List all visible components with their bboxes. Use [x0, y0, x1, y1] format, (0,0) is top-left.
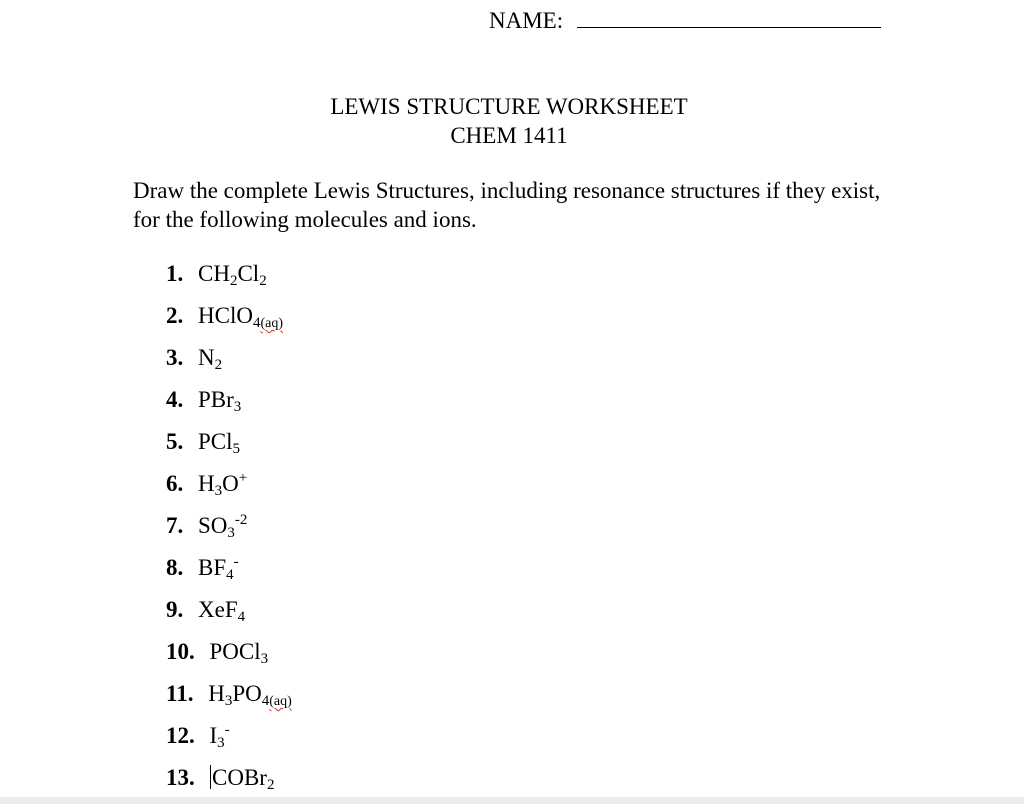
item-formula[interactable]: COBr$_2$ — [210, 765, 275, 790]
item-number: 4. — [166, 387, 184, 412]
item-number: 10. — [166, 639, 195, 664]
item-number: 2. — [166, 303, 184, 328]
list-item — [166, 596, 292, 638]
text-cursor — [210, 765, 212, 789]
item-formula: $H_3PO_4(aq)$ — [208, 681, 292, 709]
item-number: 5. — [166, 429, 184, 454]
item-formula: XeF$_4$ — [198, 597, 246, 625]
name-field — [489, 8, 881, 34]
item-formula: $SO_3^{-2}$ — [198, 512, 248, 541]
list-item — [166, 722, 292, 764]
list-item — [166, 554, 292, 596]
item-formula: PBr$_3$ — [198, 387, 242, 415]
item-formula: $I_3^-$ — [209, 722, 230, 751]
list-item — [166, 680, 292, 722]
item-number: 13. — [166, 765, 195, 790]
page-bottom-edge — [0, 797, 1024, 804]
item-number: 3. — [166, 345, 184, 370]
list-item — [166, 260, 292, 302]
item-number: 1. — [166, 261, 184, 286]
list-item — [166, 638, 292, 680]
item-number: 11. — [166, 681, 194, 706]
item-formula: $N_2$ — [198, 345, 223, 373]
list-item — [166, 470, 292, 512]
item-formula: $CH_2Cl_2$ — [198, 261, 267, 289]
name-blank-line[interactable] — [577, 27, 881, 28]
item-formula: $BF_4^-$ — [198, 554, 239, 583]
item-formula: HClO$_4$(aq) — [198, 303, 283, 331]
item-number: 7. — [166, 513, 184, 538]
item-formula: $H_3O^+$ — [198, 470, 248, 499]
spellcheck-underline: (aq) — [269, 694, 292, 709]
worksheet-title — [0, 92, 1018, 150]
item-number: 12. — [166, 723, 195, 748]
title-line-1: LEWIS STRUCTURE WORKSHEET — [330, 94, 688, 119]
title-line-2: CHEM 1411 — [450, 123, 568, 148]
list-item — [166, 302, 292, 344]
list-item — [166, 428, 292, 470]
item-formula: POCl$_3$ — [209, 639, 269, 667]
item-number: 8. — [166, 555, 184, 580]
list-item — [166, 512, 292, 554]
list-item — [166, 344, 292, 386]
item-formula: PCl$_5$ — [198, 429, 241, 457]
spellcheck-underline: (aq) — [260, 316, 283, 331]
molecule-list — [166, 260, 292, 806]
instructions-paragraph: Draw the complete Lewis Structures, including resonance structures if they exist, for the following molecules and ions. — [133, 178, 881, 232]
list-item — [166, 386, 292, 428]
item-number: 6. — [166, 471, 184, 496]
name-label: NAME: — [489, 8, 564, 33]
item-number: 9. — [166, 597, 184, 622]
